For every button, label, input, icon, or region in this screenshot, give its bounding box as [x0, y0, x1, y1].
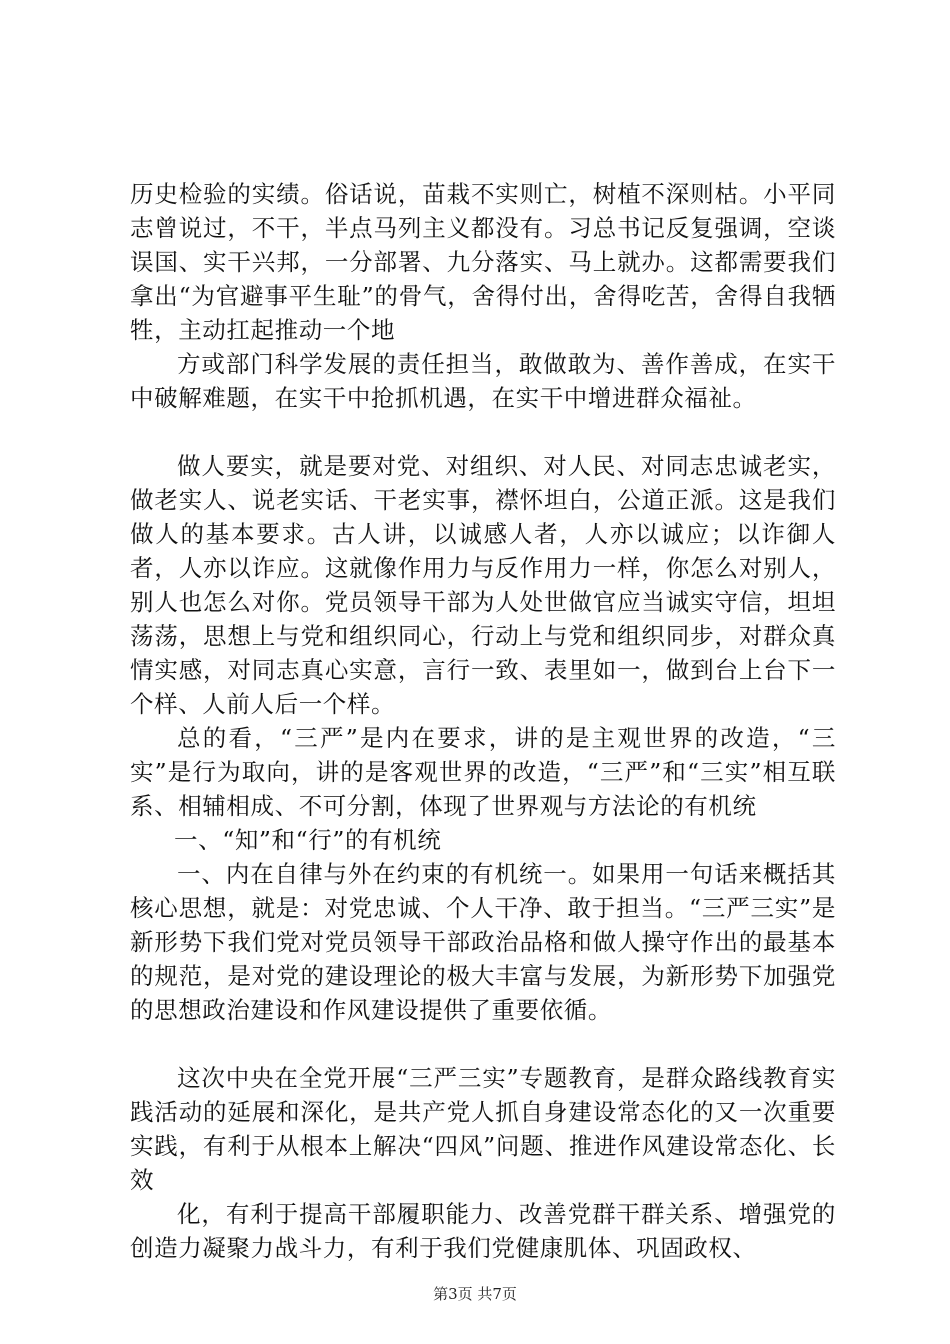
paragraph-6: 这次中央在全党开展“三严三实”专题教育，是群众路线教育实践活动的延展和深化，是共产党人抓自身建设常态化的又一次重要实践，有利于从根本上解决“四风”问题、推进作风建设常态化、长效 [130, 1064, 836, 1194]
paragraph-4: 总的看，“三严”是内在要求，讲的是主观世界的改造，“三实”是行为取向，讲的是客观世界的改造，“三严”和“三实”相互联系、相辅相成、不可分割，体现了世界观与方法论的有机统 [130, 724, 836, 820]
paragraph-1: 历史检验的实绩。俗话说，苗栽不实则亡，树植不深则枯。小平同志曾说过，不干，半点马列主义都没有。习总书记反复强调，空谈误国、实干兴邦，一分部署、九分落实、马上就办。这都需要我们拿出“为官避事平生耻”的骨气，舍得付出，舍得吃苦，舍得自我牺牲，主动扛起推动一个地 [130, 180, 836, 344]
paragraph-7: 化，有利于提高干部履职能力、改善党群干群关系、增强党的创造力凝聚力战斗力，有利于我们党健康肌体、巩固政权、 [130, 1200, 836, 1262]
paragraph-3: 做人要实，就是要对党、对组织、对人民、对同志忠诚老实，做老实人、说老实话、干老实事，襟怀坦白，公道正派。这是我们做人的基本要求。古人讲，以诚感人者，人亦以诚应；以诈御人者，人亦以诈应。这就像作用力与反作用力一样，你怎么对别人，别人也怎么对你。党员领导干部为人处世做官应当诚实守信，坦坦荡荡，思想上与党和组织同心，行动上与党和组织同步，对群众真情实感，对同志真心实意，言行一致、表里如一，做到台上台下一个样、人前人后一个样。 [130, 452, 836, 718]
paragraph-5: 一、内在自律与外在约束的有机统一。如果用一句话来概括其核心思想，就是：对党忠诚、个人干净、敢于担当。“三严三实”是新形势下我们党对党员领导干部政治品格和做人操守作出的最基本的规范，是对党的建设理论的极大丰富与发展，为新形势下加强党的思想政治建设和作风建设提供了重要依循。 [130, 860, 836, 1024]
section-heading: 一、“知”和“行”的有机统 [174, 826, 442, 854]
paragraph-2: 方或部门科学发展的责任担当，敢做敢为、善作善成，在实干中破解难题，在实干中抢抓机遇，在实干中增进群众福祉。 [130, 350, 836, 412]
paragraph-gap [130, 415, 836, 449]
document-body [130, 177, 836, 1265]
page-number-footer: 第3页 共7页 [433, 1285, 517, 1303]
paragraph-gap [130, 1027, 836, 1061]
